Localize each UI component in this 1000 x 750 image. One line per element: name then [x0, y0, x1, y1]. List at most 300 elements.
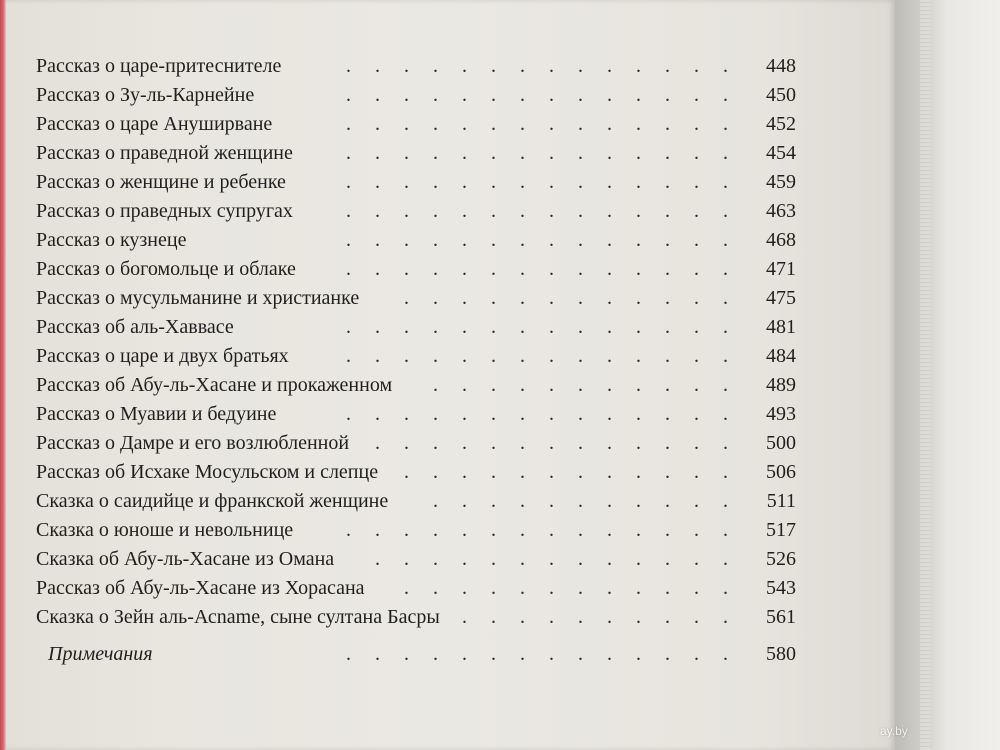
leader-dot: .: [723, 258, 728, 280]
leader-dot: .: [723, 519, 728, 541]
toc-entry-title: Рассказ об Исхаке Мосульском и слепце: [36, 461, 379, 483]
leader-dot: .: [520, 258, 525, 280]
leader-dot: .: [346, 316, 351, 338]
leader-dot: .: [636, 374, 641, 396]
leader-dot: .: [636, 84, 641, 106]
toc-leader-dots: [350, 545, 736, 574]
leader-dot: .: [665, 403, 670, 425]
leader-dot: .: [694, 113, 699, 135]
toc-entry-title: Рассказ об Абу-ль-Хасане из Хорасана: [36, 577, 365, 599]
toc-entry: [36, 313, 796, 342]
leader-dot: .: [578, 643, 583, 665]
leader-dot: .: [723, 577, 728, 599]
leader-dot: .: [346, 200, 351, 222]
leader-dot: .: [404, 287, 409, 309]
toc-entry: [36, 487, 796, 516]
toc-entry: [36, 429, 796, 458]
leader-dot: .: [665, 643, 670, 665]
leader-dot: .: [491, 345, 496, 367]
leader-dot: .: [491, 548, 496, 570]
leader-dot: .: [578, 258, 583, 280]
leader-dot: .: [549, 643, 554, 665]
toc-entry-title: Рассказ о царе и двух братьях: [36, 345, 289, 367]
leader-dot: .: [404, 258, 409, 280]
leader-dot: .: [346, 113, 351, 135]
leader-dot: .: [694, 577, 699, 599]
leader-dot: .: [694, 287, 699, 309]
leader-dot: .: [723, 229, 728, 251]
leader-dot: .: [665, 287, 670, 309]
leader-dot: .: [491, 84, 496, 106]
toc-entry-page: 506: [766, 461, 796, 483]
leader-dot: .: [375, 548, 380, 570]
leader-dot: .: [375, 432, 380, 454]
leader-dot: .: [520, 229, 525, 251]
leader-dot: .: [578, 287, 583, 309]
leader-dot: .: [607, 200, 612, 222]
leader-dot: .: [491, 577, 496, 599]
toc-entry-page: 484: [766, 345, 796, 367]
toc-entry-page: 517: [766, 519, 796, 541]
leader-dot: .: [462, 316, 467, 338]
leader-dot: .: [462, 229, 467, 251]
leader-dot: .: [346, 84, 351, 106]
leader-dot: .: [549, 258, 554, 280]
leader-dot: .: [520, 461, 525, 483]
leader-dot: .: [520, 84, 525, 106]
toc-notes-page: 580: [766, 643, 796, 665]
leader-dot: .: [491, 287, 496, 309]
leader-dot: .: [636, 577, 641, 599]
toc-entry-title: Рассказ о праведных супругах: [36, 200, 293, 222]
toc-entry-page: 526: [766, 548, 796, 570]
toc-entry-title: Рассказ о царе-притеснителе: [36, 55, 282, 77]
leader-dot: .: [694, 548, 699, 570]
leader-dot: .: [665, 229, 670, 251]
leader-dot: .: [375, 345, 380, 367]
toc-entry: [36, 52, 796, 81]
toc-leader-dots: [202, 226, 736, 255]
leader-dot: .: [549, 171, 554, 193]
leader-dot: .: [694, 403, 699, 425]
leader-dot: .: [404, 316, 409, 338]
leader-dot: .: [578, 490, 583, 512]
leader-dot: .: [694, 643, 699, 665]
leader-dot: .: [723, 490, 728, 512]
leader-dot: .: [636, 643, 641, 665]
toc-entry-title: Сказка о юноше и невольнице: [36, 519, 294, 541]
leader-dot: .: [607, 374, 612, 396]
leader-dot: .: [607, 258, 612, 280]
toc-leader-dots: [309, 516, 736, 545]
leader-dot: .: [549, 432, 554, 454]
toc-leader-dots: [309, 197, 736, 226]
leader-dot: .: [404, 113, 409, 135]
toc-leader-dots: [305, 342, 736, 371]
leader-dot: .: [433, 432, 438, 454]
leader-dot: .: [375, 643, 380, 665]
toc-entry: [36, 603, 796, 632]
leader-dot: .: [636, 200, 641, 222]
leader-dot: .: [491, 55, 496, 77]
leader-dot: .: [433, 577, 438, 599]
leader-dot: .: [549, 374, 554, 396]
leader-dot: .: [694, 171, 699, 193]
leader-dot: .: [636, 519, 641, 541]
leader-dot: .: [636, 403, 641, 425]
leader-dot: .: [723, 316, 728, 338]
leader-dot: .: [404, 519, 409, 541]
leader-dot: .: [694, 316, 699, 338]
toc-leader-dots: [297, 52, 736, 81]
leader-dot: .: [404, 345, 409, 367]
leader-dot: .: [665, 461, 670, 483]
leader-dot: .: [578, 374, 583, 396]
leader-dot: .: [346, 171, 351, 193]
toc-entry: [36, 139, 796, 168]
toc-entry: [36, 81, 796, 110]
leader-dot: .: [607, 643, 612, 665]
leader-dot: .: [549, 229, 554, 251]
toc-entry: [36, 110, 796, 139]
leader-dot: .: [433, 374, 438, 396]
leader-dot: .: [520, 200, 525, 222]
leader-dot: .: [665, 258, 670, 280]
leader-dot: .: [578, 345, 583, 367]
toc-entry-page: 511: [766, 490, 796, 512]
leader-dot: .: [404, 643, 409, 665]
leader-dot: .: [607, 519, 612, 541]
leader-dot: .: [491, 200, 496, 222]
leader-dot: .: [723, 403, 728, 425]
leader-dot: .: [433, 229, 438, 251]
leader-dot: .: [607, 84, 612, 106]
leader-dot: .: [346, 229, 351, 251]
toc-entry-title: Рассказ о царе Ануширване: [36, 113, 273, 135]
toc-leader-dots: [408, 371, 736, 400]
leader-dot: .: [404, 403, 409, 425]
leader-dot: .: [549, 200, 554, 222]
leader-dot: .: [636, 345, 641, 367]
leader-dot: .: [636, 142, 641, 164]
leader-dot: .: [346, 519, 351, 541]
leader-dot: .: [520, 519, 525, 541]
leader-dot: .: [375, 229, 380, 251]
leader-dot: .: [636, 229, 641, 251]
leader-dot: .: [665, 432, 670, 454]
toc-entry: [36, 284, 796, 313]
leader-dot: .: [549, 142, 554, 164]
toc-entry-title: Рассказ о Муавии и бедуине: [36, 403, 277, 425]
leader-dot: .: [578, 171, 583, 193]
leader-dot: .: [520, 577, 525, 599]
leader-dot: .: [433, 142, 438, 164]
leader-dot: .: [578, 55, 583, 77]
leader-dot: .: [549, 403, 554, 425]
leader-dot: .: [462, 113, 467, 135]
leader-dot: .: [636, 490, 641, 512]
toc-leader-dots: [312, 255, 736, 284]
toc-entry: [36, 516, 796, 545]
leader-dot: .: [462, 374, 467, 396]
leader-dot: .: [723, 461, 728, 483]
toc-leader-dots: [302, 168, 736, 197]
leader-dot: .: [520, 55, 525, 77]
leader-dot: .: [665, 345, 670, 367]
leader-dot: .: [578, 113, 583, 135]
leader-dot: .: [433, 345, 438, 367]
toc-entry-title: Сказка об Абу-ль-Хасане из Омана: [36, 548, 335, 570]
toc-entry-page: 561: [766, 606, 796, 628]
leader-dot: .: [462, 643, 467, 665]
leader-dot: .: [578, 229, 583, 251]
toc-leader-dots: [250, 313, 736, 342]
leader-dot: .: [520, 374, 525, 396]
leader-dot: .: [346, 643, 351, 665]
leader-dot: .: [723, 432, 728, 454]
leader-dot: .: [462, 606, 467, 628]
leader-dot: .: [491, 461, 496, 483]
toc-leader-dots: [375, 284, 736, 313]
leader-dot: .: [607, 55, 612, 77]
leader-dot: .: [694, 200, 699, 222]
leader-dot: .: [549, 548, 554, 570]
leader-dot: .: [404, 55, 409, 77]
leader-dot: .: [694, 432, 699, 454]
leader-dot: .: [665, 200, 670, 222]
toc-leader-dots: [292, 400, 736, 429]
leader-dot: .: [404, 577, 409, 599]
leader-dot: .: [578, 316, 583, 338]
toc-entry-page: 468: [766, 229, 796, 251]
leader-dot: .: [404, 229, 409, 251]
leader-dot: .: [491, 142, 496, 164]
toc-leader-dots: [456, 603, 736, 632]
leader-dot: .: [491, 374, 496, 396]
leader-dot: .: [404, 548, 409, 570]
leader-dot: .: [694, 229, 699, 251]
leader-dot: .: [491, 490, 496, 512]
toc-entry-page: 543: [766, 577, 796, 599]
leader-dot: .: [694, 461, 699, 483]
leader-dot: .: [665, 55, 670, 77]
leader-dot: .: [433, 316, 438, 338]
leader-dot: .: [636, 316, 641, 338]
leader-dot: .: [375, 84, 380, 106]
toc-leader-dots: [309, 139, 736, 168]
leader-dot: .: [665, 548, 670, 570]
leader-dot: .: [665, 84, 670, 106]
leader-dot: .: [520, 171, 525, 193]
leader-dot: .: [665, 490, 670, 512]
toc-entry-title: Рассказ о Дамре и его возлюбленной: [36, 432, 350, 454]
leader-dot: .: [578, 461, 583, 483]
leader-dot: .: [462, 200, 467, 222]
leader-dot: .: [549, 606, 554, 628]
toc-leader-dots: [365, 429, 736, 458]
leader-dot: .: [462, 519, 467, 541]
leader-dot: .: [665, 519, 670, 541]
toc-entry-notes: [36, 640, 796, 669]
leader-dot: .: [665, 374, 670, 396]
leader-dot: .: [491, 519, 496, 541]
leader-dot: .: [520, 548, 525, 570]
leader-dot: .: [636, 113, 641, 135]
leader-dot: .: [433, 643, 438, 665]
toc-entry-page: 454: [766, 142, 796, 164]
leader-dot: .: [346, 345, 351, 367]
leader-dot: .: [636, 55, 641, 77]
leader-dot: .: [520, 316, 525, 338]
leader-dot: .: [346, 142, 351, 164]
leader-dot: .: [462, 84, 467, 106]
leader-dot: .: [694, 258, 699, 280]
toc-entry: [36, 255, 796, 284]
toc-entry: [36, 458, 796, 487]
leader-dot: .: [462, 258, 467, 280]
toc-notes-title: Примечания: [48, 643, 153, 665]
toc-entry: [36, 342, 796, 371]
leader-dot: .: [723, 374, 728, 396]
leader-dot: .: [375, 258, 380, 280]
toc-entry-title: Рассказ об Абу-ль-Хасане и прокаженном: [36, 374, 393, 396]
table-of-contents: [36, 52, 796, 669]
leader-dot: .: [578, 403, 583, 425]
leader-dot: .: [723, 142, 728, 164]
leader-dot: .: [549, 287, 554, 309]
leader-dot: .: [520, 142, 525, 164]
leader-dot: .: [578, 519, 583, 541]
leader-dot: .: [607, 432, 612, 454]
page-stack-edge: [920, 0, 930, 750]
toc-entry-title: Рассказ о Зу-ль-Карнейне: [36, 84, 255, 106]
toc-entry-page: 463: [766, 200, 796, 222]
leader-dot: .: [462, 345, 467, 367]
page-left-edge: [0, 0, 6, 750]
leader-dot: .: [723, 345, 728, 367]
leader-dot: .: [433, 490, 438, 512]
leader-dot: .: [694, 519, 699, 541]
leader-dot: .: [549, 345, 554, 367]
leader-dot: .: [636, 606, 641, 628]
leader-dot: .: [549, 490, 554, 512]
leader-dot: .: [404, 432, 409, 454]
leader-dot: .: [520, 490, 525, 512]
leader-dot: .: [520, 643, 525, 665]
leader-dot: .: [723, 606, 728, 628]
leader-dot: .: [723, 643, 728, 665]
leader-dot: .: [607, 171, 612, 193]
watermark-text: ay.by: [880, 724, 908, 738]
leader-dot: .: [636, 548, 641, 570]
leader-dot: .: [694, 345, 699, 367]
toc-leader-dots: [404, 487, 736, 516]
leader-dot: .: [549, 461, 554, 483]
leader-dot: .: [636, 461, 641, 483]
leader-dot: .: [491, 316, 496, 338]
leader-dot: .: [520, 432, 525, 454]
leader-dot: .: [665, 316, 670, 338]
toc-entry-title: Сказка о саидийце и франкской женщине: [36, 490, 389, 512]
toc-leader-dots: [169, 640, 736, 669]
leader-dot: .: [433, 519, 438, 541]
toc-entry-title: Рассказ о кузнеце: [36, 229, 187, 251]
leader-dot: .: [462, 403, 467, 425]
toc-entry-page: 459: [766, 171, 796, 193]
leader-dot: .: [549, 113, 554, 135]
leader-dot: .: [462, 432, 467, 454]
leader-dot: .: [636, 287, 641, 309]
leader-dot: .: [346, 258, 351, 280]
leader-dot: .: [491, 229, 496, 251]
leader-dot: .: [694, 606, 699, 628]
toc-entry-page: 493: [766, 403, 796, 425]
leader-dot: .: [491, 258, 496, 280]
leader-dot: .: [694, 490, 699, 512]
leader-dot: .: [491, 113, 496, 135]
leader-dot: .: [607, 113, 612, 135]
leader-dot: .: [462, 548, 467, 570]
toc-leader-dots: [381, 574, 736, 603]
leader-dot: .: [520, 287, 525, 309]
leader-dot: .: [404, 142, 409, 164]
leader-dot: .: [433, 287, 438, 309]
leader-dot: .: [404, 461, 409, 483]
toc-entry-title: Рассказ о праведной женщине: [36, 142, 293, 164]
toc-entry-page: 489: [766, 374, 796, 396]
toc-entry-page: 471: [766, 258, 796, 280]
leader-dot: .: [549, 519, 554, 541]
leader-dot: .: [375, 403, 380, 425]
leader-dot: .: [433, 548, 438, 570]
leader-dot: .: [404, 84, 409, 106]
leader-dot: .: [607, 229, 612, 251]
leader-dot: .: [520, 345, 525, 367]
toc-entry: [36, 371, 796, 400]
leader-dot: .: [462, 142, 467, 164]
leader-dot: .: [578, 200, 583, 222]
leader-dot: .: [433, 461, 438, 483]
leader-dot: .: [375, 113, 380, 135]
leader-dot: .: [433, 55, 438, 77]
leader-dot: .: [375, 316, 380, 338]
leader-dot: .: [607, 142, 612, 164]
leader-dot: .: [491, 643, 496, 665]
leader-dot: .: [723, 287, 728, 309]
leader-dot: .: [607, 548, 612, 570]
leader-dot: .: [462, 490, 467, 512]
leader-dot: .: [665, 142, 670, 164]
leader-dot: .: [578, 606, 583, 628]
leader-dot: .: [636, 432, 641, 454]
leader-dot: .: [375, 171, 380, 193]
leader-dot: .: [636, 171, 641, 193]
leader-dot: .: [549, 316, 554, 338]
leader-dot: .: [549, 84, 554, 106]
leader-dot: .: [665, 113, 670, 135]
leader-dot: .: [607, 606, 612, 628]
leader-dot: .: [520, 403, 525, 425]
leader-dot: .: [549, 577, 554, 599]
leader-dot: .: [723, 84, 728, 106]
leader-dot: .: [694, 55, 699, 77]
leader-dot: .: [607, 461, 612, 483]
toc-entry: [36, 400, 796, 429]
leader-dot: .: [462, 171, 467, 193]
leader-dot: .: [433, 403, 438, 425]
toc-entry: [36, 168, 796, 197]
leader-dot: .: [375, 519, 380, 541]
